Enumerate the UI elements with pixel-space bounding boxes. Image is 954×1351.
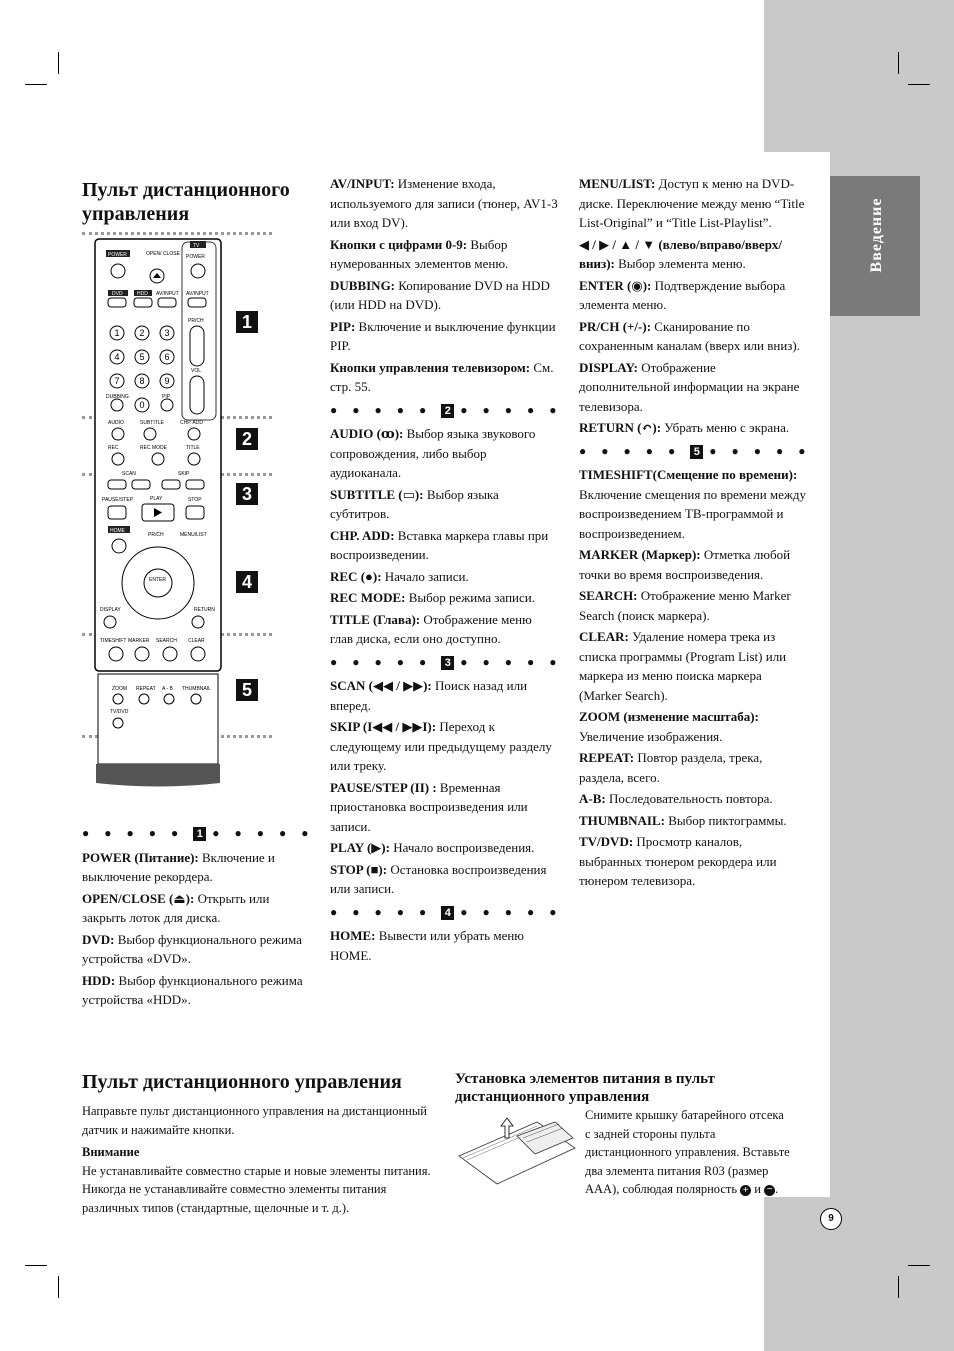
section-number-4: 4: [236, 571, 258, 593]
desc-timeshift: TIMESHIFT(Смещение по времени): Включение смещения по времени между воспроизведением ТВ-программой и воспроизведением.: [579, 467, 806, 541]
section-separator-1: ● ● ● ● ● 1 ● ● ● ● ●: [82, 826, 315, 841]
svg-text:PIP: PIP: [162, 394, 171, 400]
svg-text:MARKER: MARKER: [128, 638, 150, 644]
svg-text:PAUSE/STEP: PAUSE/STEP: [102, 497, 134, 503]
svg-text:8: 8: [139, 376, 145, 386]
svg-text:SCAN: SCAN: [122, 471, 136, 477]
desc-thumbnail: THUMBNAIL: Выбор пиктограммы.: [579, 812, 787, 828]
desc-clear: CLEAR: Удаление номера трека из списка программы (Program List) или маркера из меню поиска маркера (Marker Search).: [579, 629, 787, 703]
svg-text:HOME: HOME: [110, 528, 125, 534]
caution-title: Внимание: [82, 1145, 140, 1159]
column-2: [330, 174, 563, 967]
svg-text:6: 6: [164, 352, 170, 362]
crop-mark: [908, 84, 930, 85]
svg-text:MENU/LIST: MENU/LIST: [180, 532, 207, 538]
svg-text:1: 1: [114, 328, 120, 338]
svg-text:PLAY: PLAY: [150, 496, 163, 502]
svg-text:3: 3: [164, 328, 170, 338]
desc-search: SEARCH: Отображение меню Marker Search (поиск маркера).: [579, 588, 791, 623]
crop-mark: [58, 1276, 59, 1298]
crop-mark: [908, 1265, 930, 1266]
remote-control-illustration: [94, 238, 222, 788]
svg-text:5: 5: [139, 352, 145, 362]
section-separator-5: ● ● ● ● ● 5 ● ● ● ● ●: [579, 443, 812, 458]
desc-play: PLAY (▶): Начало воспроизведения.: [330, 840, 535, 855]
divider: [82, 232, 272, 235]
operation-title: Пульт дистанционного управления: [82, 1071, 402, 1093]
crop-mark: [25, 84, 47, 85]
svg-text:PR/CH: PR/CH: [148, 532, 164, 538]
svg-text:SEARCH: SEARCH: [156, 638, 177, 644]
svg-text:2: 2: [139, 328, 145, 338]
caution-text: Не устанавливайте совместно старые и новые элементы питания. Никогда не устанавливайте совместно элементы питания различных типов (стандартные, щелочные и т. д.).: [82, 1163, 431, 1215]
desc-skip: SKIP (I◀◀ / ▶▶I): Переход к следующему или предыдущему разделу или треку.: [330, 719, 552, 773]
desc-hdd: HDD: Выбор функционального режима устройства «HDD».: [82, 972, 303, 1007]
section-tab: [830, 176, 920, 316]
svg-text:CHP. ADD: CHP. ADD: [180, 420, 203, 426]
svg-text:POWER: POWER: [186, 254, 205, 260]
desc-stop: STOP (■): Остановка воспроизведения или записи.: [330, 861, 547, 896]
svg-text:RETURN: RETURN: [194, 607, 215, 613]
battery-end: .: [775, 1182, 779, 1196]
operation-text: Направьте пульт дистанционного управления на дистанционный датчик и нажимайте кнопки.: [82, 1104, 427, 1137]
svg-text:AV/INPUT: AV/INPUT: [186, 291, 209, 297]
desc-rec-mode: REC MODE: Выбор режима записи.: [330, 590, 535, 605]
svg-text:REC MODE: REC MODE: [140, 445, 167, 451]
desc-chp-add: CHP. ADD: Вставка маркера главы при воспроизведении.: [330, 527, 549, 562]
svg-text:STOP: STOP: [188, 497, 202, 503]
svg-text:THUMBNAIL: THUMBNAIL: [182, 686, 211, 692]
desc-menu-list: MENU/LIST: Доступ к меню на DVD-диске. Переключение между меню “Title List-Original” и “Title List-Playlist”.: [579, 176, 805, 230]
svg-text:REPEAT: REPEAT: [136, 686, 156, 692]
battery-and: и: [754, 1182, 761, 1196]
battery-installation-illustration: [457, 1108, 577, 1188]
section-number-3: 3: [236, 483, 258, 505]
desc-tv-buttons: Кнопки управления телевизором: См. стр. 55.: [330, 359, 554, 394]
svg-text:PR/CH: PR/CH: [188, 318, 204, 324]
svg-text:TIMESHIFT: TIMESHIFT: [100, 638, 127, 644]
minus-icon: −: [764, 1185, 775, 1196]
svg-text:4: 4: [114, 352, 120, 362]
desc-title: TITLE (Глава): Отображение меню глав диска, если оно доступно.: [330, 611, 532, 646]
section-separator-3: ● ● ● ● ● 3 ● ● ● ● ●: [330, 654, 563, 669]
column-3: [579, 174, 812, 893]
crop-mark: [898, 1276, 899, 1298]
desc-rec: REC (●): Начало записи.: [330, 568, 469, 584]
svg-text:DUBBING: DUBBING: [106, 394, 129, 400]
desc-tv-dvd: TV/DVD: Просмотр каналов, выбранных тюнером рекордера или тюнером телевизора.: [579, 834, 777, 888]
svg-text:POWER: POWER: [108, 252, 127, 258]
section-number-1: 1: [236, 311, 258, 333]
section-separator-2: ● ● ● ● ● 2 ● ● ● ● ●: [330, 402, 563, 417]
desc-pr-ch: PR/CH (+/-): Сканирование по сохраненным каналам (вверх или вниз).: [579, 318, 800, 353]
battery-text: Снимите крышку батарейного отсека с задней стороны пульта дистанционного управления. Вставьте два элемента питания R03 (размер AAA), соблюдая полярность: [585, 1108, 790, 1196]
svg-text:TITLE: TITLE: [186, 445, 200, 451]
svg-text:TV/DVD: TV/DVD: [110, 709, 129, 715]
desc-enter: ENTER (◉): Подтверждение выбора элемента меню.: [579, 277, 786, 312]
svg-text:ZOOM: ZOOM: [112, 686, 127, 692]
svg-text:REC: REC: [108, 445, 119, 451]
svg-text:A - B: A - B: [162, 686, 173, 692]
svg-text:SKIP: SKIP: [178, 471, 190, 477]
desc-scan: SCAN (◀◀ / ▶▶): Поиск назад или вперед.: [330, 678, 528, 713]
plus-icon: +: [740, 1185, 751, 1196]
desc-display: DISPLAY: Отображение дополнительной информации на экране телевизора.: [579, 359, 800, 414]
desc-number-buttons: Кнопки с цифрами 0-9: Выбор нумерованных элементов меню.: [330, 236, 509, 271]
svg-text:DISPLAY: DISPLAY: [100, 607, 121, 613]
svg-text:HDD: HDD: [137, 291, 148, 297]
section-number-2: 2: [236, 428, 258, 450]
desc-a-b: A-B: Последовательность повтора.: [579, 791, 773, 806]
svg-text:AUDIO: AUDIO: [108, 420, 124, 426]
svg-text:SUBTITLE: SUBTITLE: [140, 420, 164, 426]
section-number-5: 5: [236, 679, 258, 701]
desc-zoom: ZOOM (изменение масштаба): Увеличение изображения.: [579, 709, 759, 744]
desc-av-input: AV/INPUT: Изменение входа, используемого для записи (тюнер, AV1-3 или вход DV).: [330, 176, 558, 230]
svg-text:7: 7: [114, 376, 120, 386]
desc-arrows: ◀ / ▶ / ▲ / ▼ (влево/вправо/вверх/вниз): Выбор элемента меню.: [579, 236, 783, 271]
battery-body: [585, 1106, 790, 1201]
battery-title: Установка элементов питания в пульт дистанционного управления: [455, 1071, 715, 1105]
desc-marker: MARKER (Маркер): Отметка любой точки во время воспроизведения.: [579, 547, 791, 582]
desc-dvd: DVD: Выбор функционального режима устройства «DVD».: [82, 931, 302, 966]
remote-section-title: Пульт дистанционного управления: [82, 179, 290, 225]
desc-subtitle: SUBTITLE (▭): Выбор языка субтитров.: [330, 486, 499, 521]
desc-pause-step: PAUSE/STEP (II) : Временная приостановка воспроизведения или записи.: [330, 779, 528, 834]
crop-mark: [58, 52, 59, 74]
desc-open-close: OPEN/CLOSE (⏏): Открыть или закрыть лоток для диска.: [82, 890, 270, 925]
operation-body: [82, 1102, 432, 1219]
desc-repeat: REPEAT: Повтор раздела, трека, раздела, всего.: [579, 750, 763, 785]
column-1: [82, 820, 315, 1012]
desc-pip: PIP: Включение и выключение функции PIP.: [330, 318, 556, 353]
svg-text:0: 0: [139, 400, 145, 410]
svg-text:ENTER: ENTER: [149, 577, 166, 583]
svg-text:OPEN/ CLOSE: OPEN/ CLOSE: [146, 251, 180, 257]
section-tab-label: Введение: [868, 197, 885, 273]
svg-text:DVD: DVD: [112, 291, 123, 297]
desc-dubbing: DUBBING: Копирование DVD на HDD (или HDD на DVD).: [330, 277, 550, 312]
page-number: 9: [820, 1208, 842, 1230]
crop-mark: [25, 1265, 47, 1266]
crop-mark: [898, 52, 899, 74]
svg-text:AV/INPUT: AV/INPUT: [156, 291, 179, 297]
desc-audio: AUDIO (ꝏ): Выбор языка звукового сопровождения, либо выбор аудиоканала.: [330, 426, 536, 480]
desc-home: HOME: Вывести или убрать меню HOME.: [330, 928, 525, 963]
svg-text:9: 9: [164, 376, 170, 386]
desc-power: POWER (Питание): Включение и выключение рекордера.: [82, 849, 275, 884]
svg-text:TV: TV: [193, 243, 200, 249]
svg-text:VOL: VOL: [191, 368, 202, 374]
svg-text:CLEAR: CLEAR: [188, 638, 205, 644]
section-separator-4: ● ● ● ● ● 4 ● ● ● ● ●: [330, 904, 563, 919]
desc-return: RETURN (↶): Убрать меню с экрана.: [579, 420, 790, 435]
